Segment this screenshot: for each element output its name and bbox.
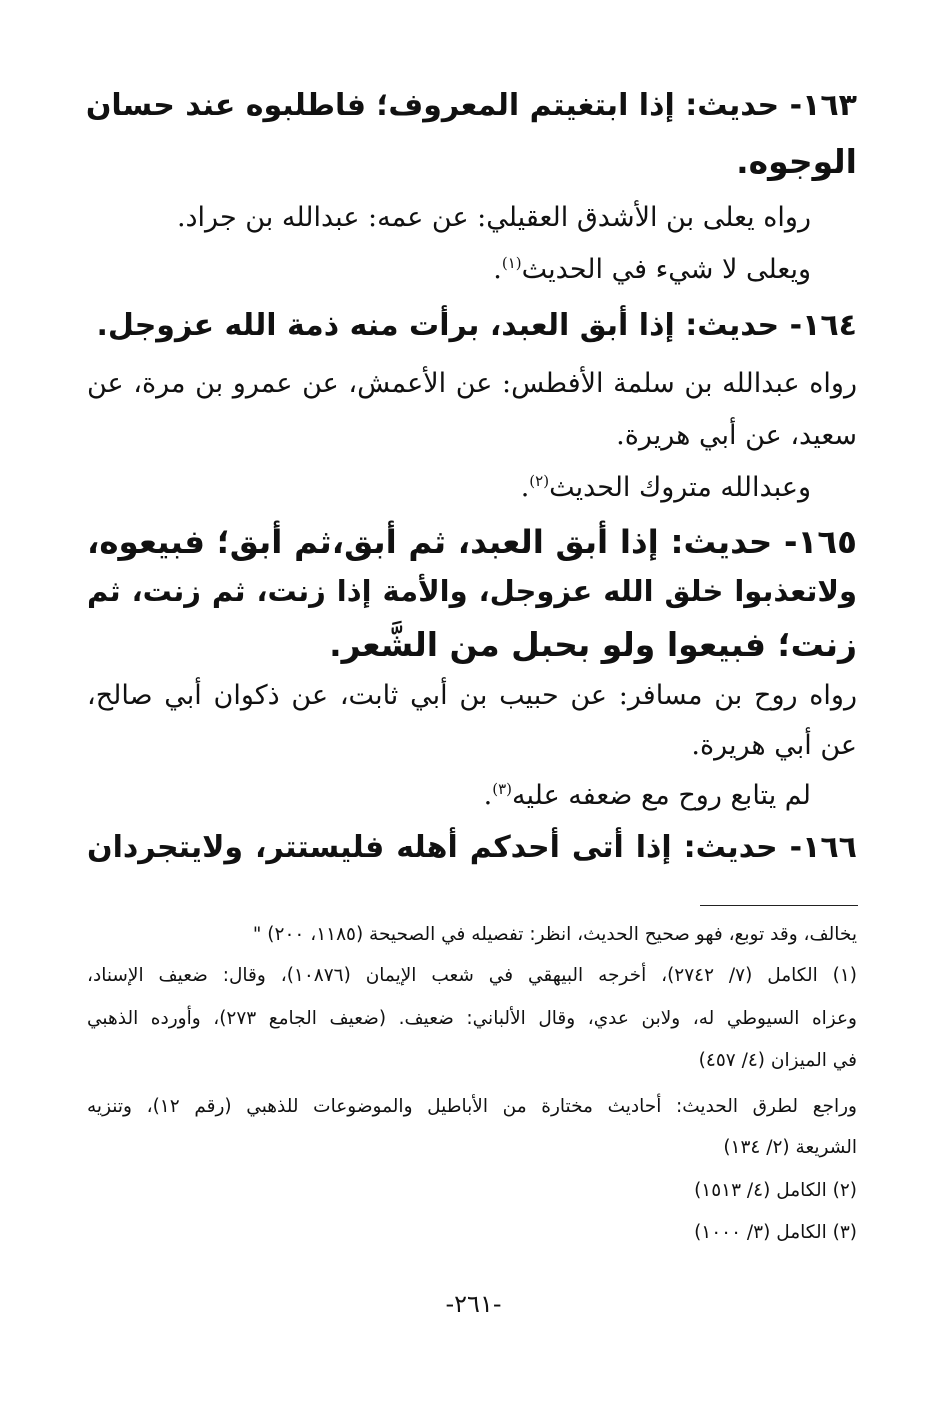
hadith-165-heading-line-3: زنت؛ فبيعوا ولو بحبل من الشَّعر. [329, 625, 857, 664]
footnote-3: (٣) الكامل (٣/ ١٠٠٠) [694, 1222, 857, 1243]
hadith-164-narration-line-2: سعيد، عن أبي هريرة. [616, 420, 857, 451]
hadith-163-heading-line-2: الوجوه. [736, 142, 857, 181]
footnote-1-line-2: وعزاه السيوطي له، ولابن عدي، وقال الألباني: ضعيف. (ضعيف الجامع ٢٧٣)، وأورده الذهبي [87, 1008, 857, 1029]
footnote-ref-3: (٣) [492, 780, 513, 798]
footnote-carryover: يخالف، وقد توبع، فهو صحيح الحديث، انظر: تفصيله في الصحيحة (١١٨٥، ٢٠٠) " [252, 924, 857, 945]
hadith-165-heading-line-1: ١٦٥- حديث: إذا أبق العبد، ثم أبق،ثم أبق؛ فبيعوه، [87, 523, 857, 561]
hadith-163-judgment [87, 254, 811, 285]
hadith-165-judgment [87, 780, 811, 811]
hadith-163-heading-line-1: ١٦٣- حديث: إذا ابتغيتم المعروف؛ فاطلبوه عند حسان [85, 88, 857, 123]
hadith-166-heading-line-1: ١٦٦- حديث: إذا أتى أحدكم أهله فليستتر، ولايتجردان [87, 830, 857, 865]
page-number: -٢٦١- [445, 1290, 502, 1318]
judgment-end: . [520, 472, 530, 503]
footnote-1-line-3: في الميزان (٤/ ٤٥٧) [698, 1050, 857, 1071]
hadith-165-narration-line-2: عن أبي هريرة. [691, 730, 857, 761]
footnote-1-line-4: وراجع لطرق الحديث: أحاديث مختارة من الأباطيل والموضوعات للذهبي (رقم ١٢)، وتنزيه [87, 1096, 857, 1117]
judgment-text: لم يتابع روح مع ضعفه عليه [512, 780, 811, 811]
footnote-separator [700, 905, 858, 906]
judgment-text: ويعلى لا شيء في الحديث [521, 254, 811, 285]
hadith-165-heading-line-2: ولاتعذبوا خلق الله عزوجل، والأمة إذا زنت، ثم زنت، ثم [87, 574, 857, 608]
footnote-2: (٢) الكامل (٤/ ١٥١٣) [694, 1180, 857, 1201]
footnote-ref-1: (١) [501, 254, 522, 272]
hadith-164-heading-line-1: ١٦٤- حديث: إذا أبق العبد، برأت منه ذمة الله عزوجل. [96, 308, 857, 343]
hadith-163-narration: رواه يعلى بن الأشدق العقيلي: عن عمه: عبدالله بن جراد. [176, 202, 811, 233]
hadith-164-judgment [87, 472, 811, 503]
judgment-end: . [483, 780, 493, 811]
judgment-text: وعبدالله متروك الحديث [549, 472, 811, 503]
judgment-end: . [493, 254, 502, 285]
footnote-1-line-5: الشريعة (٢/ ١٣٤) [723, 1137, 857, 1158]
hadith-165-narration-line-1: رواه روح بن مسافر: عن حبيب بن أبي ثابت، عن ذكوان أبي صالح، [87, 680, 857, 711]
footnote-1-line-1: (١) الكامل (٧/ ٢٧٤٢)، أخرجه البيهقي في شعب الإيمان (١٠٨٧٦)، وقال: ضعيف الإسناد، [87, 965, 857, 986]
hadith-164-narration-line-1: رواه عبدالله بن سلمة الأفطس: عن الأعمش، عن عمرو بن مرة، عن [87, 368, 857, 399]
footnote-ref-2: (٢) [529, 472, 550, 490]
